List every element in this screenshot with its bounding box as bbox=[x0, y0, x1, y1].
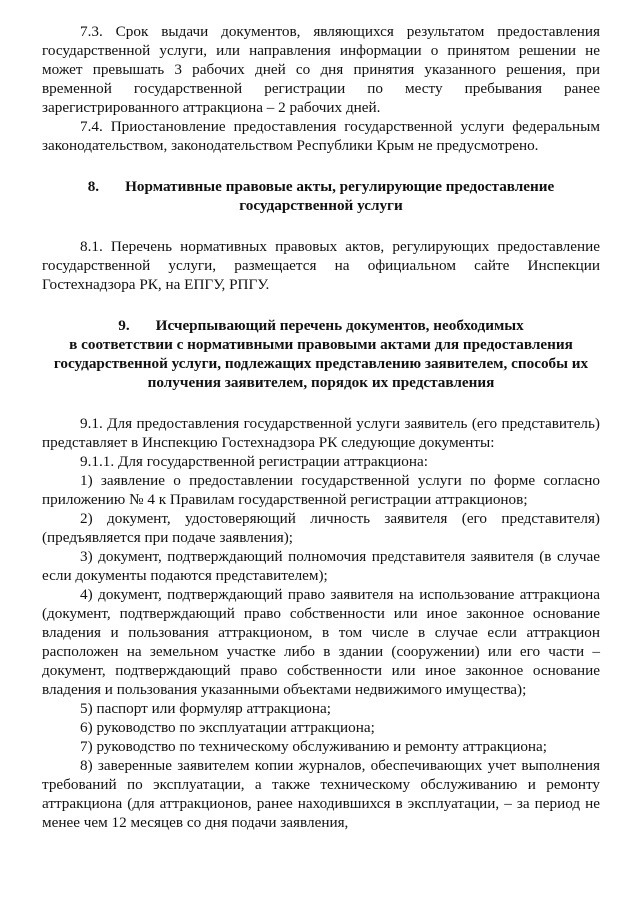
section-8-number: 8. bbox=[87, 178, 100, 195]
list-item-8: 8) заверенные заявителем копии журналов, обеспечивающих учет выполнения требований по эксплуатации, а также техническому обслуживанию и ремонту аттракциона (для аттракционов, ранее находившихся в эксплуатации, – за период не менее чем 12 месяцев со дня подачи заявления, bbox=[42, 757, 600, 831]
list-item-5: 5) паспорт или формуляр аттракциона; bbox=[80, 700, 331, 717]
list-item-1: 1) заявление о предоставлении государственной услуги по форме согласно приложению № 4 к Правилам государственной регистрации аттракционов; bbox=[42, 472, 600, 508]
section-8-title-line-1: Нормативные правовые акты, регулирующие предоставление bbox=[125, 178, 555, 195]
list-item-4: 4) документ, подтверждающий право заявителя на использование аттракциона (документ, подтверждающий право собственности или иное законное основание владения и пользования аттракционом, в том числе в случае если аттракцион расположен на земельном участке либо в здании (сооружении) или его части – документ, подтверждающий право собственности или иное законное основание владения и пользования указанными объектами недвижимого имущества); bbox=[42, 586, 600, 698]
paragraph-7-4: 7.4. Приостановление предоставления государственной услуги федеральным законодательством, законодательством Республики Крым не предусмотрено. bbox=[42, 118, 600, 154]
paragraph-9-1: 9.1. Для предоставления государственной услуги заявитель (его представитель) представляет в Инспекцию Гостехнадзора РК следующие документы: bbox=[42, 415, 600, 451]
section-9-title-line-1: Исчерпывающий перечень документов, необходимых bbox=[155, 317, 524, 334]
paragraph-8-1: 8.1. Перечень нормативных правовых актов, регулирующих предоставление государственной услуги, размещается на официальном сайте Инспекции Гостехнадзора РК, на ЕПГУ, РПГУ. bbox=[42, 238, 600, 293]
section-9-heading bbox=[42, 316, 600, 392]
paragraph-9-1-1: 9.1.1. Для государственной регистрации аттракциона: bbox=[80, 453, 428, 470]
section-8-heading bbox=[42, 177, 600, 215]
list-item-6: 6) руководство по эксплуатации аттракциона; bbox=[80, 719, 375, 736]
section-9-number: 9. bbox=[118, 317, 130, 334]
section-9-title-line-2: в соответствии с нормативными правовыми актами для предоставления bbox=[69, 336, 573, 353]
section-8-title-line-2: государственной услуги bbox=[239, 197, 403, 214]
list-item-3: 3) документ, подтверждающий полномочия представителя заявителя (в случае если документы подаются представителем); bbox=[42, 548, 600, 584]
list-item-7: 7) руководство по техническому обслуживанию и ремонту аттракциона; bbox=[80, 738, 548, 755]
section-9-title-line-3: государственной услуги, подлежащих представлению заявителем, способы их bbox=[53, 355, 589, 372]
section-9-title-line-4: получения заявителем, порядок их представления bbox=[147, 374, 495, 391]
paragraph-7-3: 7.3. Срок выдачи документов, являющихся результатом предоставления государственной услуги, или направления информации о принятом решении не может превышать 3 рабочих дней со дня принятия указанного решения, при временной государственной регистрации по месту пребывания ранее зарегистрированного аттракциона – 2 рабочих дней. bbox=[42, 23, 600, 116]
list-item-2: 2) документ, удостоверяющий личность заявителя (его представителя) (предъявляется при подаче заявления); bbox=[42, 510, 600, 546]
